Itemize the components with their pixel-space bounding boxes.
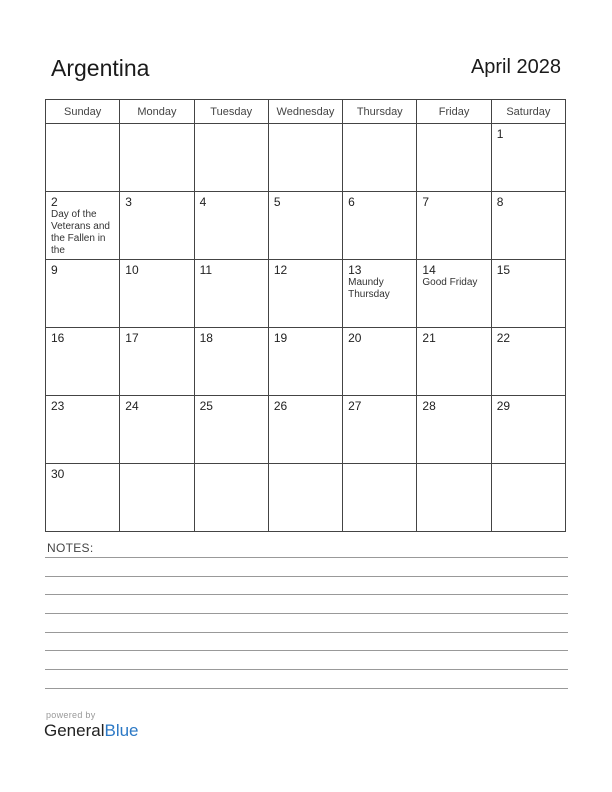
powered-by-text: powered by bbox=[46, 710, 96, 720]
day-number: 1 bbox=[496, 127, 504, 141]
day-cell-25[interactable] bbox=[194, 396, 268, 464]
day-number: 27 bbox=[348, 399, 362, 413]
day-cell-2[interactable] bbox=[46, 192, 120, 260]
empty-day-cell bbox=[268, 464, 342, 532]
empty-day-cell bbox=[417, 464, 491, 532]
day-cell-12[interactable] bbox=[268, 260, 342, 328]
empty-day-cell bbox=[343, 464, 417, 532]
day-cell-21[interactable] bbox=[417, 328, 491, 396]
weekday-saturday: Saturday bbox=[491, 100, 565, 124]
day-number: 20 bbox=[348, 331, 362, 345]
day-number: 23 bbox=[51, 399, 65, 413]
day-cell-23[interactable] bbox=[46, 396, 120, 464]
day-cell-13[interactable] bbox=[343, 260, 417, 328]
day-cell-9[interactable] bbox=[46, 260, 120, 328]
empty-day-cell bbox=[120, 464, 194, 532]
day-number: 4 bbox=[199, 195, 207, 209]
day-cell-7[interactable] bbox=[417, 192, 491, 260]
empty-day-cell bbox=[120, 124, 194, 192]
weekday-friday: Friday bbox=[417, 100, 491, 124]
day-number: 10 bbox=[125, 263, 139, 277]
day-cell-24[interactable] bbox=[120, 396, 194, 464]
note-line bbox=[45, 650, 568, 651]
weekday-wednesday: Wednesday bbox=[268, 100, 342, 124]
country-title: Argentina bbox=[51, 55, 150, 81]
day-number: 2 bbox=[51, 195, 58, 209]
day-number: 13 bbox=[348, 263, 362, 277]
note-line bbox=[45, 688, 568, 689]
note-line bbox=[45, 557, 568, 558]
day-number: 28 bbox=[422, 399, 436, 413]
note-line bbox=[45, 594, 568, 595]
day-cell-27[interactable] bbox=[343, 396, 417, 464]
empty-day-cell bbox=[343, 124, 417, 192]
day-cell-20[interactable] bbox=[343, 328, 417, 396]
day-number: 25 bbox=[199, 399, 213, 413]
note-line bbox=[45, 576, 568, 577]
logo-text-general: General bbox=[44, 721, 105, 740]
day-cell-1[interactable] bbox=[491, 124, 565, 192]
day-number: 29 bbox=[496, 399, 511, 413]
day-cell-18[interactable] bbox=[194, 328, 268, 396]
day-cell-29[interactable] bbox=[491, 396, 565, 464]
day-cell-4[interactable] bbox=[194, 192, 268, 260]
week-row bbox=[46, 396, 566, 464]
month-title: April 2028 bbox=[470, 56, 561, 78]
day-number: 16 bbox=[51, 331, 65, 345]
week-row bbox=[46, 260, 566, 328]
day-number: 3 bbox=[125, 195, 132, 209]
day-number: 9 bbox=[51, 263, 58, 277]
empty-day-cell bbox=[491, 464, 565, 532]
week-row bbox=[46, 464, 566, 532]
holiday-label: Day of the Veterans and the Fallen in the bbox=[51, 209, 110, 256]
empty-day-cell bbox=[417, 124, 491, 192]
notes-label: NOTES: bbox=[47, 541, 94, 555]
day-cell-19[interactable] bbox=[268, 328, 342, 396]
day-cell-3[interactable] bbox=[120, 192, 194, 260]
empty-day-cell bbox=[194, 464, 268, 532]
calendar-grid bbox=[45, 99, 566, 532]
day-number: 19 bbox=[273, 331, 288, 345]
day-number: 6 bbox=[348, 195, 355, 209]
day-cell-11[interactable] bbox=[194, 260, 268, 328]
empty-day-cell bbox=[46, 124, 120, 192]
weekday-tuesday: Tuesday bbox=[194, 100, 268, 124]
logo-text-blue: Blue bbox=[104, 721, 139, 740]
day-cell-14[interactable] bbox=[417, 260, 491, 328]
day-number: 17 bbox=[125, 331, 139, 345]
holiday-label: Good Friday bbox=[422, 277, 478, 288]
holiday-label: Maundy Thursday bbox=[348, 277, 390, 300]
note-line bbox=[45, 613, 568, 614]
day-number: 7 bbox=[422, 195, 430, 209]
day-cell-26[interactable] bbox=[268, 396, 342, 464]
day-number: 30 bbox=[51, 467, 65, 481]
day-cell-8[interactable] bbox=[491, 192, 565, 260]
note-line bbox=[45, 669, 568, 670]
weekday-monday: Monday bbox=[120, 100, 194, 124]
day-number: 24 bbox=[125, 399, 139, 413]
day-number: 21 bbox=[422, 331, 436, 345]
empty-day-cell bbox=[194, 124, 268, 192]
weekday-sunday: Sunday bbox=[46, 100, 120, 124]
day-cell-5[interactable] bbox=[268, 192, 342, 260]
weekday-thursday: Thursday bbox=[343, 100, 417, 124]
day-cell-22[interactable] bbox=[491, 328, 565, 396]
empty-day-cell bbox=[268, 124, 342, 192]
week-row bbox=[46, 124, 566, 192]
week-row bbox=[46, 192, 566, 260]
day-cell-28[interactable] bbox=[417, 396, 491, 464]
day-number: 22 bbox=[496, 331, 511, 345]
week-row bbox=[46, 328, 566, 396]
day-cell-17[interactable] bbox=[120, 328, 194, 396]
day-cell-16[interactable] bbox=[46, 328, 120, 396]
note-line bbox=[45, 632, 568, 633]
day-number: 12 bbox=[273, 263, 288, 277]
day-number: 14 bbox=[422, 263, 436, 277]
day-number: 18 bbox=[199, 331, 213, 345]
day-number: 26 bbox=[273, 399, 288, 413]
day-cell-30[interactable] bbox=[46, 464, 120, 532]
weekday-header-row bbox=[46, 100, 566, 124]
day-number: 8 bbox=[496, 195, 504, 209]
day-number: 5 bbox=[273, 195, 281, 209]
day-number: 11 bbox=[199, 263, 213, 277]
day-number: 15 bbox=[496, 263, 511, 277]
day-cell-6[interactable] bbox=[343, 192, 417, 260]
day-cell-10[interactable] bbox=[120, 260, 194, 328]
generalblue-logo[interactable] bbox=[44, 721, 139, 741]
day-cell-15[interactable] bbox=[491, 260, 565, 328]
